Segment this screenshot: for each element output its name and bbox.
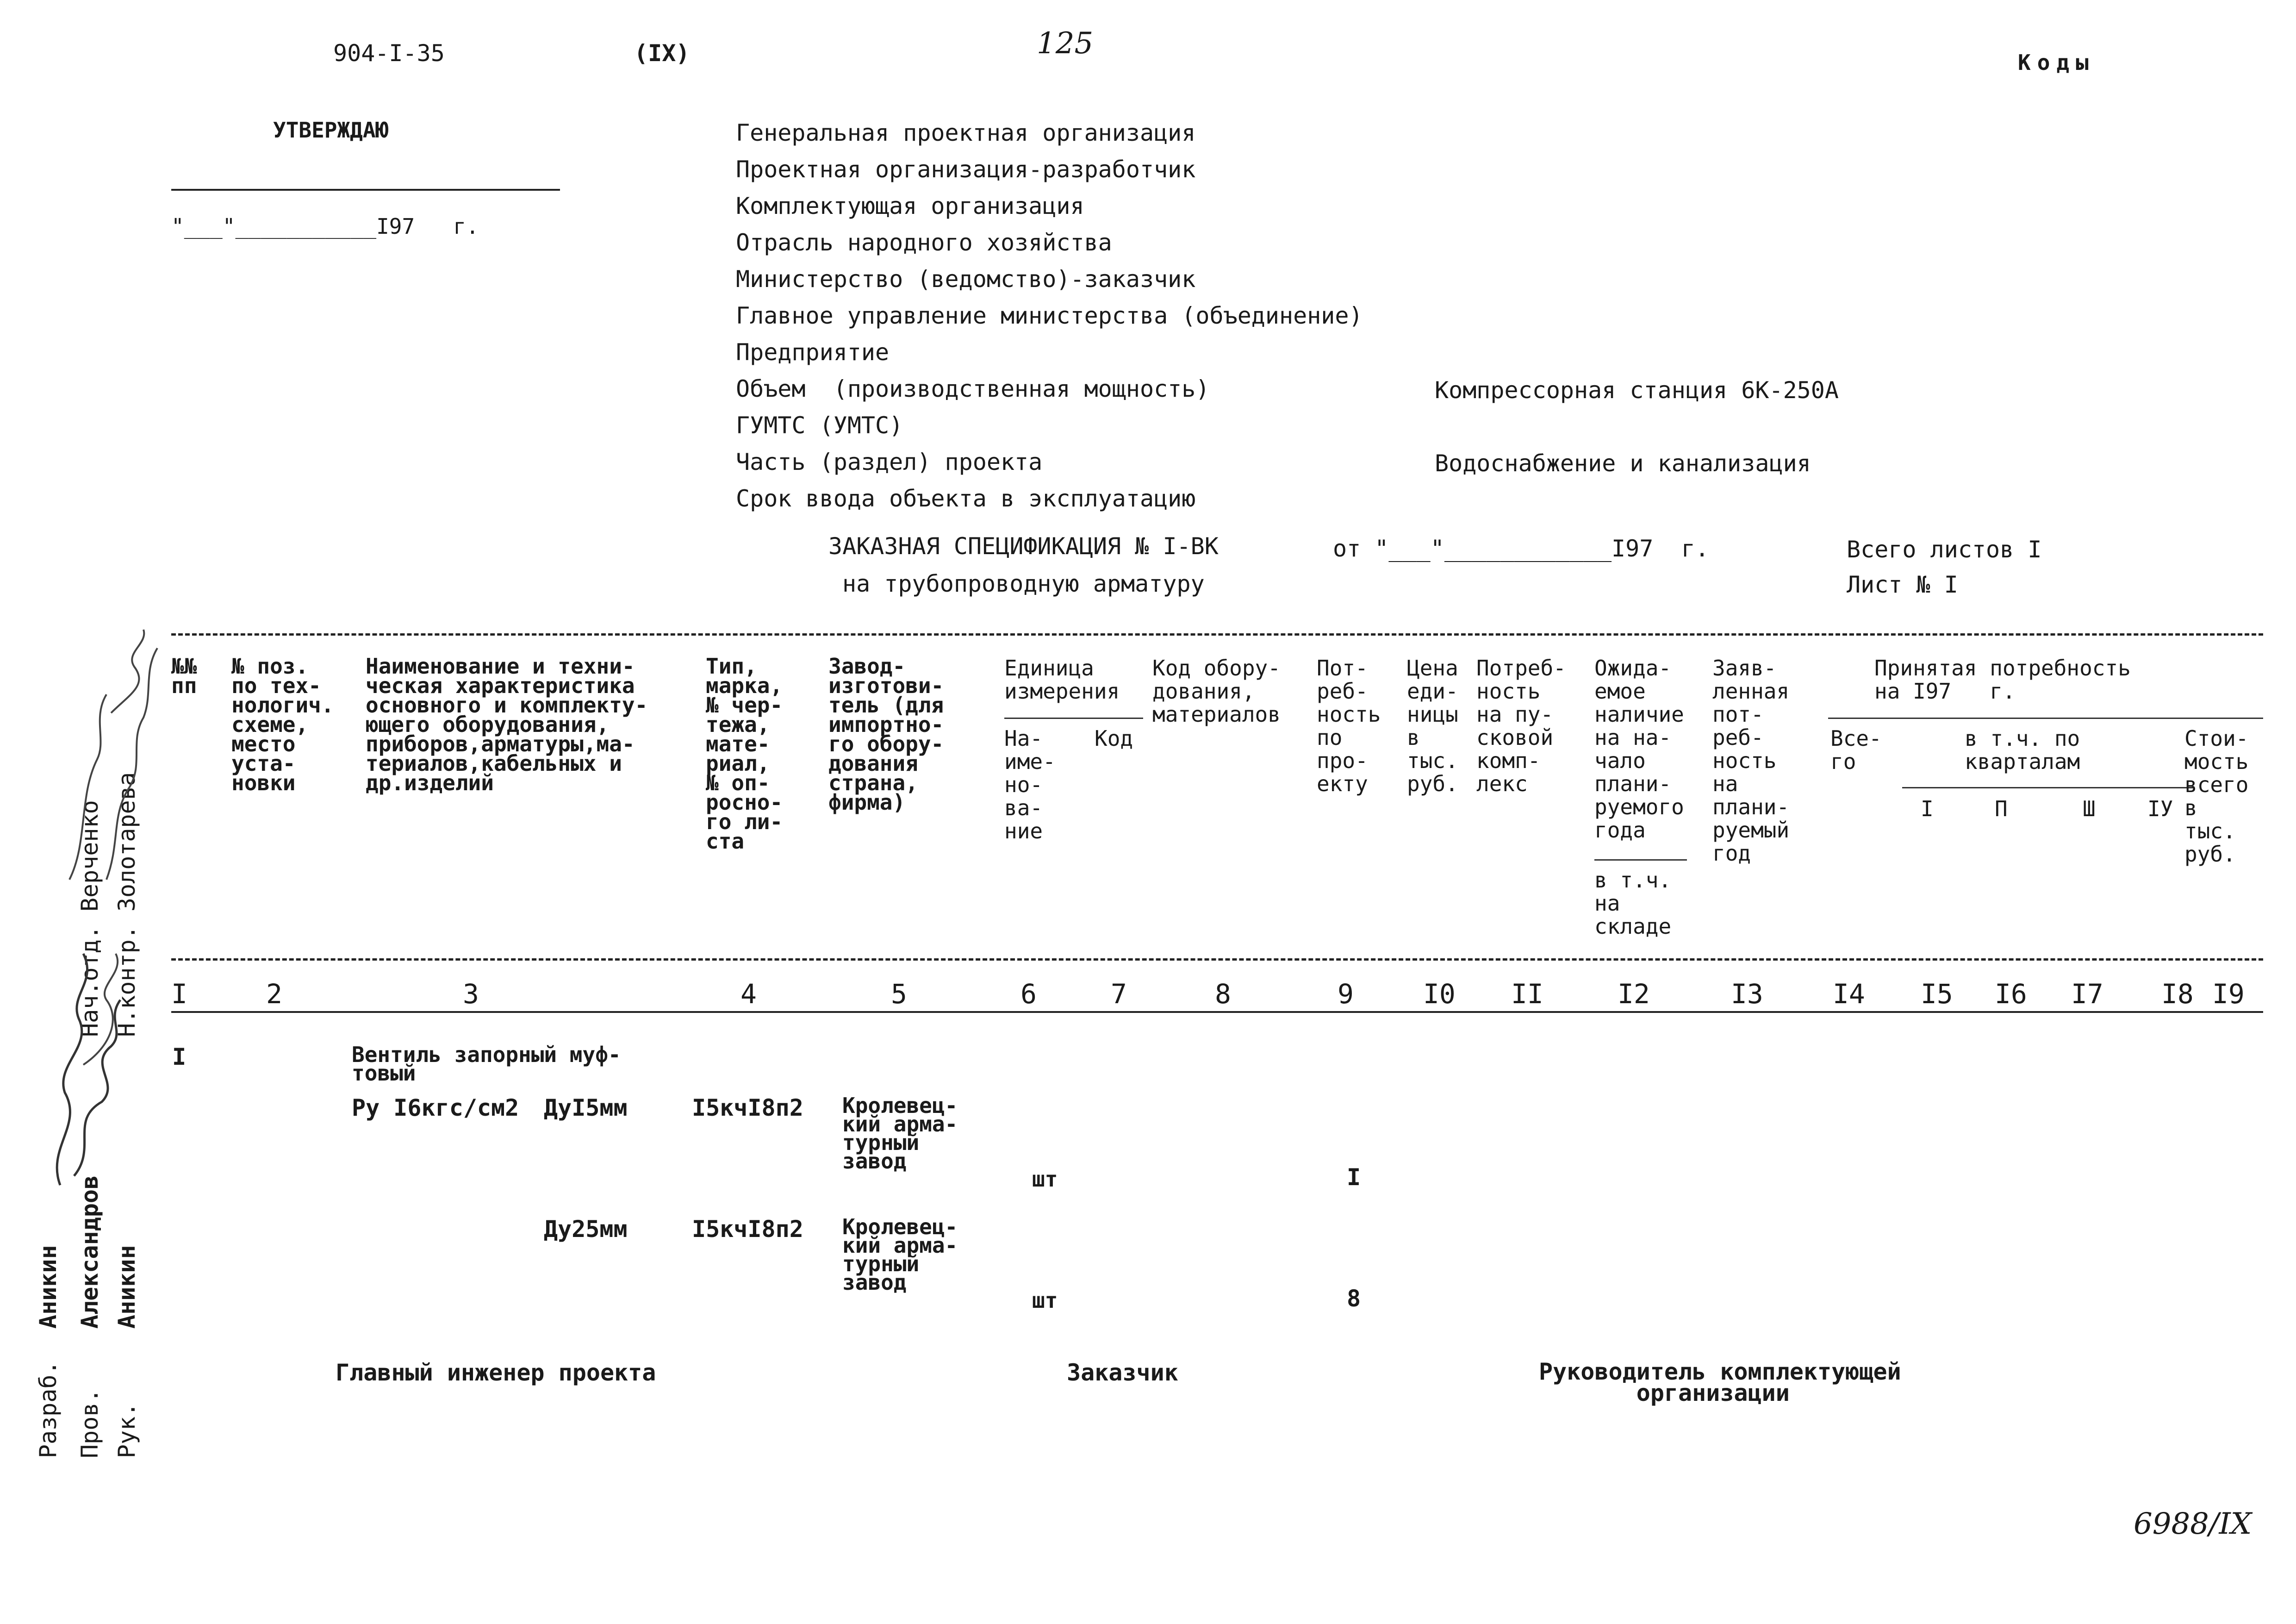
column-number: 6 (1020, 978, 1037, 1010)
column-number: II (1511, 978, 1543, 1010)
col-header-in-warehouse: в т.ч. на складе (1594, 868, 1672, 939)
col-header-startup-need: Потреб- ность на пу- сковой комп- лекс (1476, 656, 1566, 796)
col-header-unit-name: На- име- но- ва- ние (1004, 726, 1056, 843)
customer-signature: Заказчик (1067, 1359, 1178, 1386)
org-line: Проектная организация-разработчик (736, 156, 1196, 183)
col-header-position: № поз. по тех- нологич. схеме, место уста- новки (231, 654, 334, 795)
stamp-name: Аникин (113, 1245, 140, 1329)
spec-title: ЗАКАЗНАЯ СПЕЦИФИКАЦИЯ № I-ВК (828, 533, 1219, 560)
column-number: I8 (2161, 978, 2194, 1010)
column-number: I5 (1921, 978, 1953, 1010)
sheets-total: Всего листов I (1847, 536, 2042, 563)
col-header-maker: Завод- изготови- тель (для импортно- го обору- дования страна, фирма) (828, 654, 944, 815)
column-number: I6 (1995, 978, 2027, 1010)
org-line: Предприятие (736, 339, 890, 366)
col-header-unit-group: Единица измерения (1004, 656, 1120, 704)
document-code: 904-I-35 (333, 40, 445, 67)
column-number: I3 (1731, 978, 1763, 1010)
stamp-name: Аникин (35, 1245, 62, 1329)
col-header-accepted-group: Принятая потребность на I97 г. (1874, 656, 2131, 704)
col-header-q1: I (1921, 796, 1934, 821)
unit-group-rule (1004, 718, 1143, 719)
column-number: 7 (1111, 978, 1127, 1010)
item-unit: шт (1032, 1288, 1058, 1313)
col-header-declared-need: Заяв- ленная пот- реб- ность на плани- руемый год (1712, 656, 1790, 866)
org-line: Срок ввода объекта в эксплуатацию (736, 485, 1196, 512)
col-header-total: Все- го (1830, 726, 1882, 774)
stamp-role: Рук. (113, 1402, 140, 1458)
stamp-role: Пров. (76, 1388, 103, 1458)
column-number: I9 (2212, 978, 2245, 1010)
approval-signature-line (171, 189, 560, 191)
item-maker: Кролевец- кий арма- турный завод (842, 1214, 958, 1295)
project-part-value: Водоснабжение и канализация (1435, 450, 1811, 477)
col-header-quarters-group: в т.ч. по кварталам (1965, 726, 2080, 774)
column-number: I7 (2071, 978, 2103, 1010)
col-header-q2: П (1995, 796, 2008, 821)
column-number: I2 (1618, 978, 1650, 1010)
column-number: I0 (1423, 978, 1456, 1010)
row-number: I (172, 1043, 187, 1070)
col-header-equipment-code: Код обору- дования, материалов (1152, 656, 1281, 727)
item-quantity: 8 (1347, 1285, 1361, 1312)
org-head-signature: Руководитель комплектующей организации (1539, 1358, 1901, 1406)
org-line: Главное управление министерства (объединение) (736, 302, 1363, 329)
column-number: I4 (1833, 978, 1865, 1010)
col-header-unit-price: Цена еди- ницы в тыс. руб. (1407, 656, 1458, 796)
codes-label: Коды (2018, 50, 2095, 75)
org-line: Генеральная проектная организация (736, 119, 1196, 146)
sheet-number: Лист № I (1847, 571, 1958, 598)
item-size: Ду25мм (544, 1216, 628, 1243)
spec-date: от "___"____________I97 г. (1333, 535, 1709, 562)
column-number: I (171, 978, 187, 1010)
chief-engineer-signature: Главный инженер проекта (336, 1359, 656, 1386)
item-size: ДуI5мм (544, 1094, 628, 1121)
col-header-unit-code: Код (1095, 726, 1133, 751)
item-name: Вентиль запорный муф- товый (352, 1042, 621, 1086)
org-line: Объем (производственная мощность) (736, 375, 1210, 402)
item-type: I5кчI8п2 (692, 1216, 803, 1243)
album-number: (IX) (634, 40, 690, 67)
header-bottom-rule (171, 958, 2263, 961)
stamp-position: Нач.отд. Верченко (76, 800, 103, 1037)
object-value: Компрессорная станция 6К-250А (1435, 377, 1839, 404)
stamp-role: Разраб. (35, 1361, 62, 1458)
archive-code: 6988/IX (2134, 1507, 2252, 1541)
handwritten-signatures (28, 602, 176, 1204)
item-type: I5кчI8п2 (692, 1094, 803, 1121)
item-unit: шт (1032, 1167, 1058, 1192)
column-number: 5 (891, 978, 907, 1010)
org-line: Отрасль народного хозяйства (736, 229, 1112, 256)
col-header-q3: Ш (2083, 796, 2096, 821)
item-quantity: I (1347, 1164, 1361, 1191)
column-number: 8 (1215, 978, 1231, 1010)
column-number: 4 (740, 978, 757, 1010)
column-number: 9 (1338, 978, 1354, 1010)
stock-split-rule (1594, 859, 1687, 861)
col-header-type: Тип, марка, № чер- тежа, мате- риал, № оп- росно- го ли- ста (706, 654, 783, 854)
approval-title: УТВЕРЖДАЮ (273, 118, 389, 143)
col-header-expected-stock: Ожида- емое наличие на на- чало плани- руемого года (1594, 656, 1684, 843)
approval-date: "___"___________I97 г. (171, 214, 479, 239)
org-line: Часть (раздел) проекта (736, 449, 1043, 475)
org-line: Министерство (ведомство)-заказчик (736, 266, 1196, 293)
col-header-need-project: Пот- реб- ность по про- екту (1317, 656, 1381, 796)
org-line: ГУМТС (УМТС) (736, 412, 903, 439)
column-number-underline (171, 1011, 2263, 1013)
stamp-position: Н.контр. Золотарева (113, 772, 140, 1037)
item-maker: Кролевец- кий арма- турный завод (842, 1093, 958, 1174)
org-line: Комплектующая организация (736, 193, 1084, 219)
spec-subtitle: на трубопроводную арматуру (842, 570, 1205, 597)
table-top-rule (171, 633, 2263, 636)
accepted-group-rule (1828, 718, 2263, 719)
column-number: 2 (266, 978, 282, 1010)
stamp-name: Александров (76, 1175, 103, 1329)
col-header-name: Наименование и техни- ческая характеристика основного и комплекту- ющего оборудования, приборов,арматуры,ма- териалов,кабельных и др.изделий (366, 654, 648, 795)
page-number: 125 (1037, 26, 1094, 61)
column-number: 3 (463, 978, 479, 1010)
item-pressure: Ру I6кгс/см2 (352, 1094, 519, 1121)
quarters-rule (1902, 787, 2194, 788)
col-header-number: №№ пп (171, 654, 197, 698)
col-header-q4: IУ (2147, 796, 2173, 821)
col-header-cost: Стои- мость всего в тыс. руб. (2184, 726, 2249, 867)
